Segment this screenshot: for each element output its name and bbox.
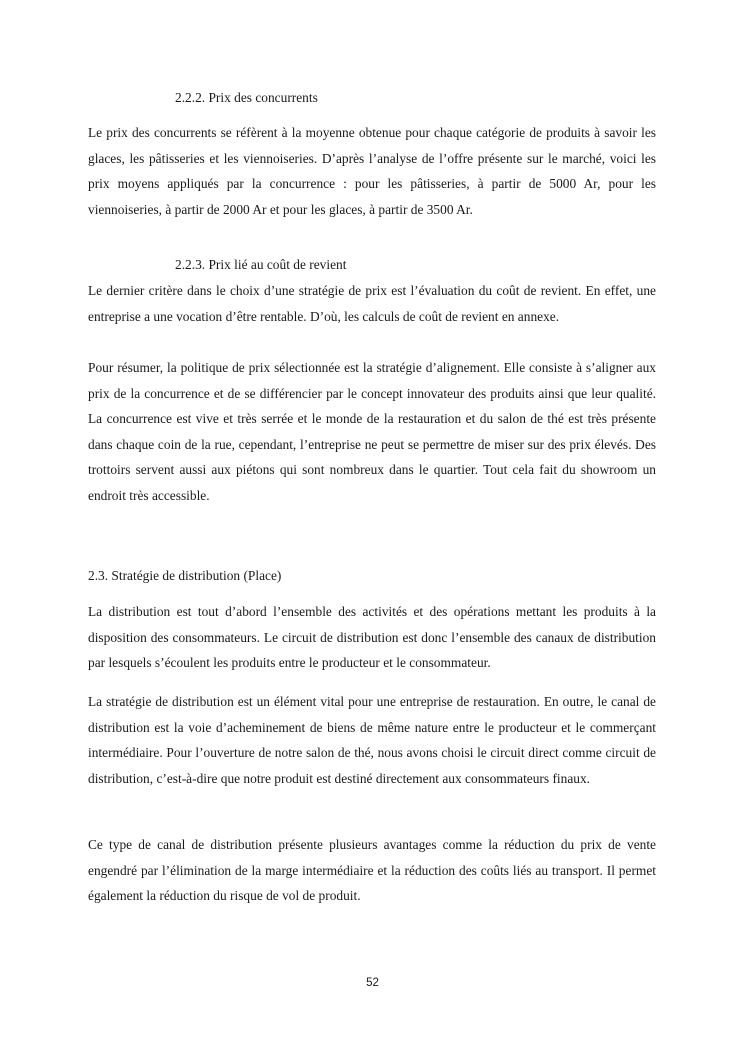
section-2-2-3-paragraph-2: Pour résumer, la politique de prix sélectionnée est la stratégie d’alignement. Elle consiste à s’aligner aux prix de la concurrence et de se différencier par le concept innovateur des produits ainsi que leur qualité. La concurrence est vive et très serrée et le monde de la restauration et du salon de thé est très présente dans chaque coin de la rue, cependant, l’entreprise ne peut se permettre de miser sur des prix élevés. Des trottoirs servent aussi aux piétons qui sont nombreux dans le quartier. Tout cela fait du showroom un endroit très accessible. — [88, 360, 656, 503]
section-2-2-3-paragraph-1: Le dernier critère dans le choix d’une stratégie de prix est l’évaluation du coût de revient. En effet, une entreprise a une vocation d’être rentable. D’où, les calculs de coût de revient en annexe. — [88, 283, 656, 324]
section-2-3-paragraph-3: Ce type de canal de distribution présente plusieurs avantages comme la réduction du prix de vente engendré par l’élimination de la marge intermédiaire et la réduction des coûts liés au transport. Il permet également la réduction du risque de vol de produit. — [88, 837, 656, 904]
section-2-3-heading: 2.3. Stratégie de distribution (Place) — [88, 568, 282, 583]
section-2-2-2-paragraph: Le prix des concurrents se réfèrent à la moyenne obtenue pour chaque catégorie de produits à savoir les glaces, les pâtisseries et les viennoiseries. D’après l’analyse de l’offre présente sur le marché, voici les prix moyens appliqués par la concurrence : pour les pâtisseries, à partir de 5000 Ar, pour les viennoiseries, à partir de 2000 Ar et pour les glaces, à partir de 3500 Ar. — [88, 125, 656, 217]
section-2-2-2-heading: 2.2.2. Prix des concurrents — [175, 90, 318, 105]
section-2-2-3-heading: 2.2.3. Prix lié au coût de revient — [175, 257, 347, 272]
section-2-3-paragraph-1: La distribution est tout d’abord l’ensemble des activités et des opérations mettant les produits à la disposition des consommateurs. Le circuit de distribution est donc l’ensemble des canaux de distribution par lesquels s’écoulent les produits entre le producteur et le consommateur. — [88, 604, 656, 671]
document-page — [88, 0, 656, 1053]
section-2-3-paragraph-2: La stratégie de distribution est un élément vital pour une entreprise de restauration. En outre, le canal de distribution est la voie d’acheminement de biens de même nature entre le producteur et le commerçant intermédiaire. Pour l’ouverture de notre salon de thé, nous avons choisi le circuit direct comme circuit de distribution, c’est-à-dire que notre produit est destiné directement aux consommateurs finaux. — [88, 694, 656, 786]
page-number: 52 — [366, 977, 379, 989]
